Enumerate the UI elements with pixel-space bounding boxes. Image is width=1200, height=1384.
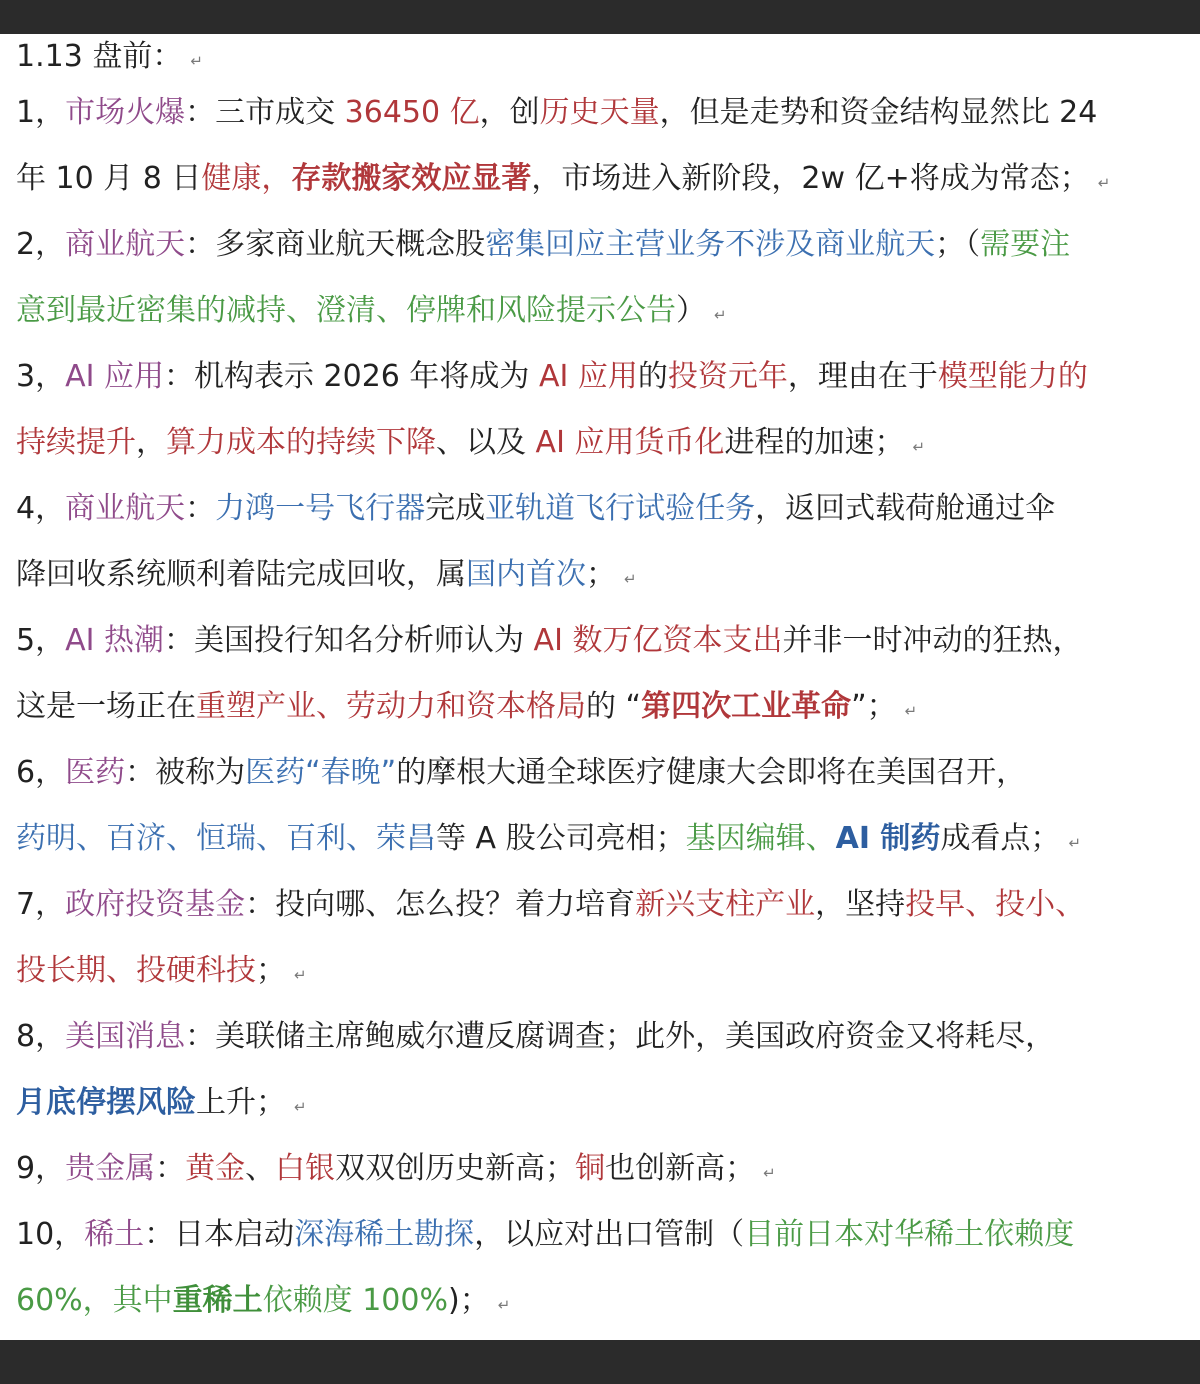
text-run: 1， — [16, 95, 66, 130]
paragraph-return-icon: ↵ — [763, 1164, 776, 1182]
text-run: AI 应用 — [65, 359, 164, 394]
text-run: 药明、百济、恒瑞、百利、荣昌 — [16, 821, 436, 856]
text-run: ，返回式载荷舱通过伞 — [755, 491, 1056, 526]
text-run: 上升； — [196, 1085, 286, 1120]
paragraph-return-icon: ↵ — [190, 52, 203, 70]
document-line — [16, 1070, 1184, 1136]
text-run: 重稀土 — [172, 1283, 263, 1318]
document-line — [16, 806, 1184, 872]
paragraph-return-icon: ↵ — [624, 570, 637, 588]
text-run: 历史天量 — [539, 95, 660, 130]
document-line — [16, 608, 1184, 674]
document-line — [16, 410, 1184, 476]
paragraph-return-icon: ↵ — [904, 702, 918, 720]
text-run: 9， — [16, 1151, 66, 1186]
text-run: ：美国投行知名分析师认为 — [164, 623, 534, 658]
document-line — [16, 212, 1184, 278]
document-line — [16, 1136, 1184, 1202]
text-run: ：被称为 — [125, 755, 246, 790]
text-run: 4， — [16, 491, 66, 526]
text-run: 美国消息 — [65, 1019, 186, 1054]
text-run: 新兴支柱产业 — [635, 887, 816, 922]
text-run: ：美联储主席鲍威尔遭反腐调查；此外，美国政府资金又将耗尽， — [185, 1019, 1056, 1054]
text-run: AI 应用货币化 — [535, 425, 725, 460]
document-line — [16, 1202, 1184, 1268]
text-run: 的摩根大通全球医疗健康大会即将在美国召开， — [396, 755, 1027, 790]
text-run: 力鸿一号飞行器 — [215, 491, 426, 526]
text-run: ：投向哪、怎么投？着力培育 — [245, 887, 636, 922]
text-run: 基因编辑、 — [685, 821, 836, 856]
document-line — [16, 278, 1184, 344]
text-run: 医药“春晚” — [245, 755, 397, 790]
text-run: 3， — [16, 359, 66, 394]
text-run: )； — [448, 1283, 490, 1318]
bottom-dark-bar — [0, 1340, 1200, 1384]
text-run: 这是一场正在 — [16, 689, 196, 724]
text-run: 黄金 — [185, 1151, 246, 1186]
text-run: 投早、投小、 — [905, 887, 1086, 922]
document-line — [16, 674, 1184, 740]
text-run: ，创 — [479, 95, 540, 130]
text-run: AI 数万亿资本支出 — [533, 623, 783, 658]
text-run: ； — [586, 557, 616, 592]
document-content — [0, 34, 1200, 1334]
text-run: ，坚持 — [815, 887, 906, 922]
text-run: 医药 — [65, 755, 126, 790]
document-header: 1.13 盘前： — [16, 39, 183, 74]
document-line — [16, 344, 1184, 410]
document-line — [16, 872, 1184, 938]
text-run: ；（ — [935, 227, 981, 262]
text-run: 投长期、投硬科技 — [16, 953, 256, 988]
text-run: ， — [136, 425, 166, 460]
text-run: 6， — [16, 755, 66, 790]
text-run: ； — [256, 953, 286, 988]
text-run: 依赖度 100% — [262, 1283, 448, 1318]
text-run: 5， — [16, 623, 66, 658]
paragraph-return-icon: ↵ — [912, 438, 926, 456]
text-run: 重塑产业、劳动力和资本格局 — [196, 689, 586, 724]
text-run: 并非一时冲动的狂热， — [782, 623, 1083, 658]
text-run: 深海稀土勘探 — [294, 1217, 475, 1252]
text-run: 进程的加速； — [724, 425, 905, 460]
text-run: 、 — [245, 1151, 276, 1186]
text-run: 稀土 — [84, 1217, 145, 1252]
text-run: ：多家商业航天概念股 — [185, 227, 486, 262]
document-line — [16, 146, 1184, 212]
paragraph-return-icon: ↵ — [1097, 174, 1111, 192]
text-run: 算力成本的持续下降 — [166, 425, 436, 460]
text-run: 60%，其中 — [16, 1283, 173, 1318]
text-run: ”； — [851, 689, 897, 724]
text-run: 36450 亿 — [344, 95, 480, 130]
document-line — [16, 1004, 1184, 1070]
text-run: 存款搬家效应显著 — [291, 161, 532, 196]
text-run: AI 制药 — [835, 821, 941, 856]
document-line — [16, 80, 1184, 146]
text-run: 双双创历史新高； — [335, 1151, 576, 1186]
text-run: 投资元年 — [667, 359, 788, 394]
text-run: 持续提升 — [16, 425, 136, 460]
text-run: 10， — [16, 1217, 85, 1252]
text-run: 模型能力的 — [937, 359, 1088, 394]
text-run: 的 “ — [586, 689, 642, 724]
text-run: ，但是走势和资金结构显然比 24 — [659, 95, 1098, 130]
text-run: 月底停摆风险 — [16, 1085, 196, 1120]
text-run: 商业航天 — [65, 227, 186, 262]
text-run: 市场火爆 — [65, 95, 186, 130]
text-run: ：日本启动 — [144, 1217, 295, 1252]
document-line — [16, 476, 1184, 542]
text-run: 第四次工业革命 — [641, 689, 852, 724]
text-run: 7， — [16, 887, 66, 922]
text-run: ，以应对出口管制（ — [474, 1217, 745, 1252]
paragraph-return-icon: ↵ — [1068, 834, 1082, 852]
paragraph-return-icon: ↵ — [497, 1296, 511, 1314]
text-run: ，市场进入新阶段，2w 亿+将成为常态； — [531, 161, 1090, 196]
text-run: ） — [676, 293, 706, 328]
paragraph-return-icon: ↵ — [294, 1098, 307, 1116]
text-run: 白银 — [275, 1151, 336, 1186]
text-run: 也创新高； — [605, 1151, 756, 1186]
text-run: 健康， — [201, 161, 292, 196]
text-run: 需要注 — [980, 227, 1071, 262]
text-run: 铜 — [575, 1151, 606, 1186]
text-run: 密集回应主营业务不涉及商业航天 — [485, 227, 936, 262]
document-line — [16, 740, 1184, 806]
text-run: 商业航天 — [65, 491, 186, 526]
document-header-line — [16, 34, 1184, 80]
paragraph-return-icon: ↵ — [714, 306, 727, 324]
text-run: 完成 — [425, 491, 486, 526]
text-run: ：机构表示 2026 年将成为 — [164, 359, 539, 394]
text-run: 政府投资基金 — [65, 887, 246, 922]
text-run: 意到最近密集的减持、澄清、停牌和风险提示公告 — [16, 293, 676, 328]
top-dark-bar — [0, 0, 1200, 34]
text-run: 降回收系统顺利着陆完成回收，属 — [16, 557, 466, 592]
text-run: 2， — [16, 227, 66, 262]
text-run: 的 — [637, 359, 668, 394]
text-run: ，理由在于 — [787, 359, 938, 394]
paragraph-return-icon: ↵ — [294, 966, 307, 984]
document-line — [16, 938, 1184, 1004]
document-line — [16, 1268, 1184, 1334]
text-run: 8， — [16, 1019, 66, 1054]
text-run: ： — [155, 1151, 186, 1186]
document-page — [0, 34, 1200, 1340]
text-run: 成看点； — [940, 821, 1061, 856]
text-run: 目前日本对华稀土依赖度 — [744, 1217, 1075, 1252]
text-run: ： — [185, 491, 216, 526]
text-run: AI 热潮 — [65, 623, 164, 658]
text-run: AI 应用 — [538, 359, 638, 394]
text-run: 年 10 月 8 日 — [16, 161, 202, 196]
text-run: 贵金属 — [65, 1151, 156, 1186]
text-run: 亚轨道飞行试验任务 — [485, 491, 756, 526]
text-run: 、以及 — [436, 425, 536, 460]
text-run: 国内首次 — [466, 557, 586, 592]
text-run: 等 A 股公司亮相； — [436, 821, 686, 856]
document-line — [16, 542, 1184, 608]
text-run: ：三市成交 — [185, 95, 345, 130]
